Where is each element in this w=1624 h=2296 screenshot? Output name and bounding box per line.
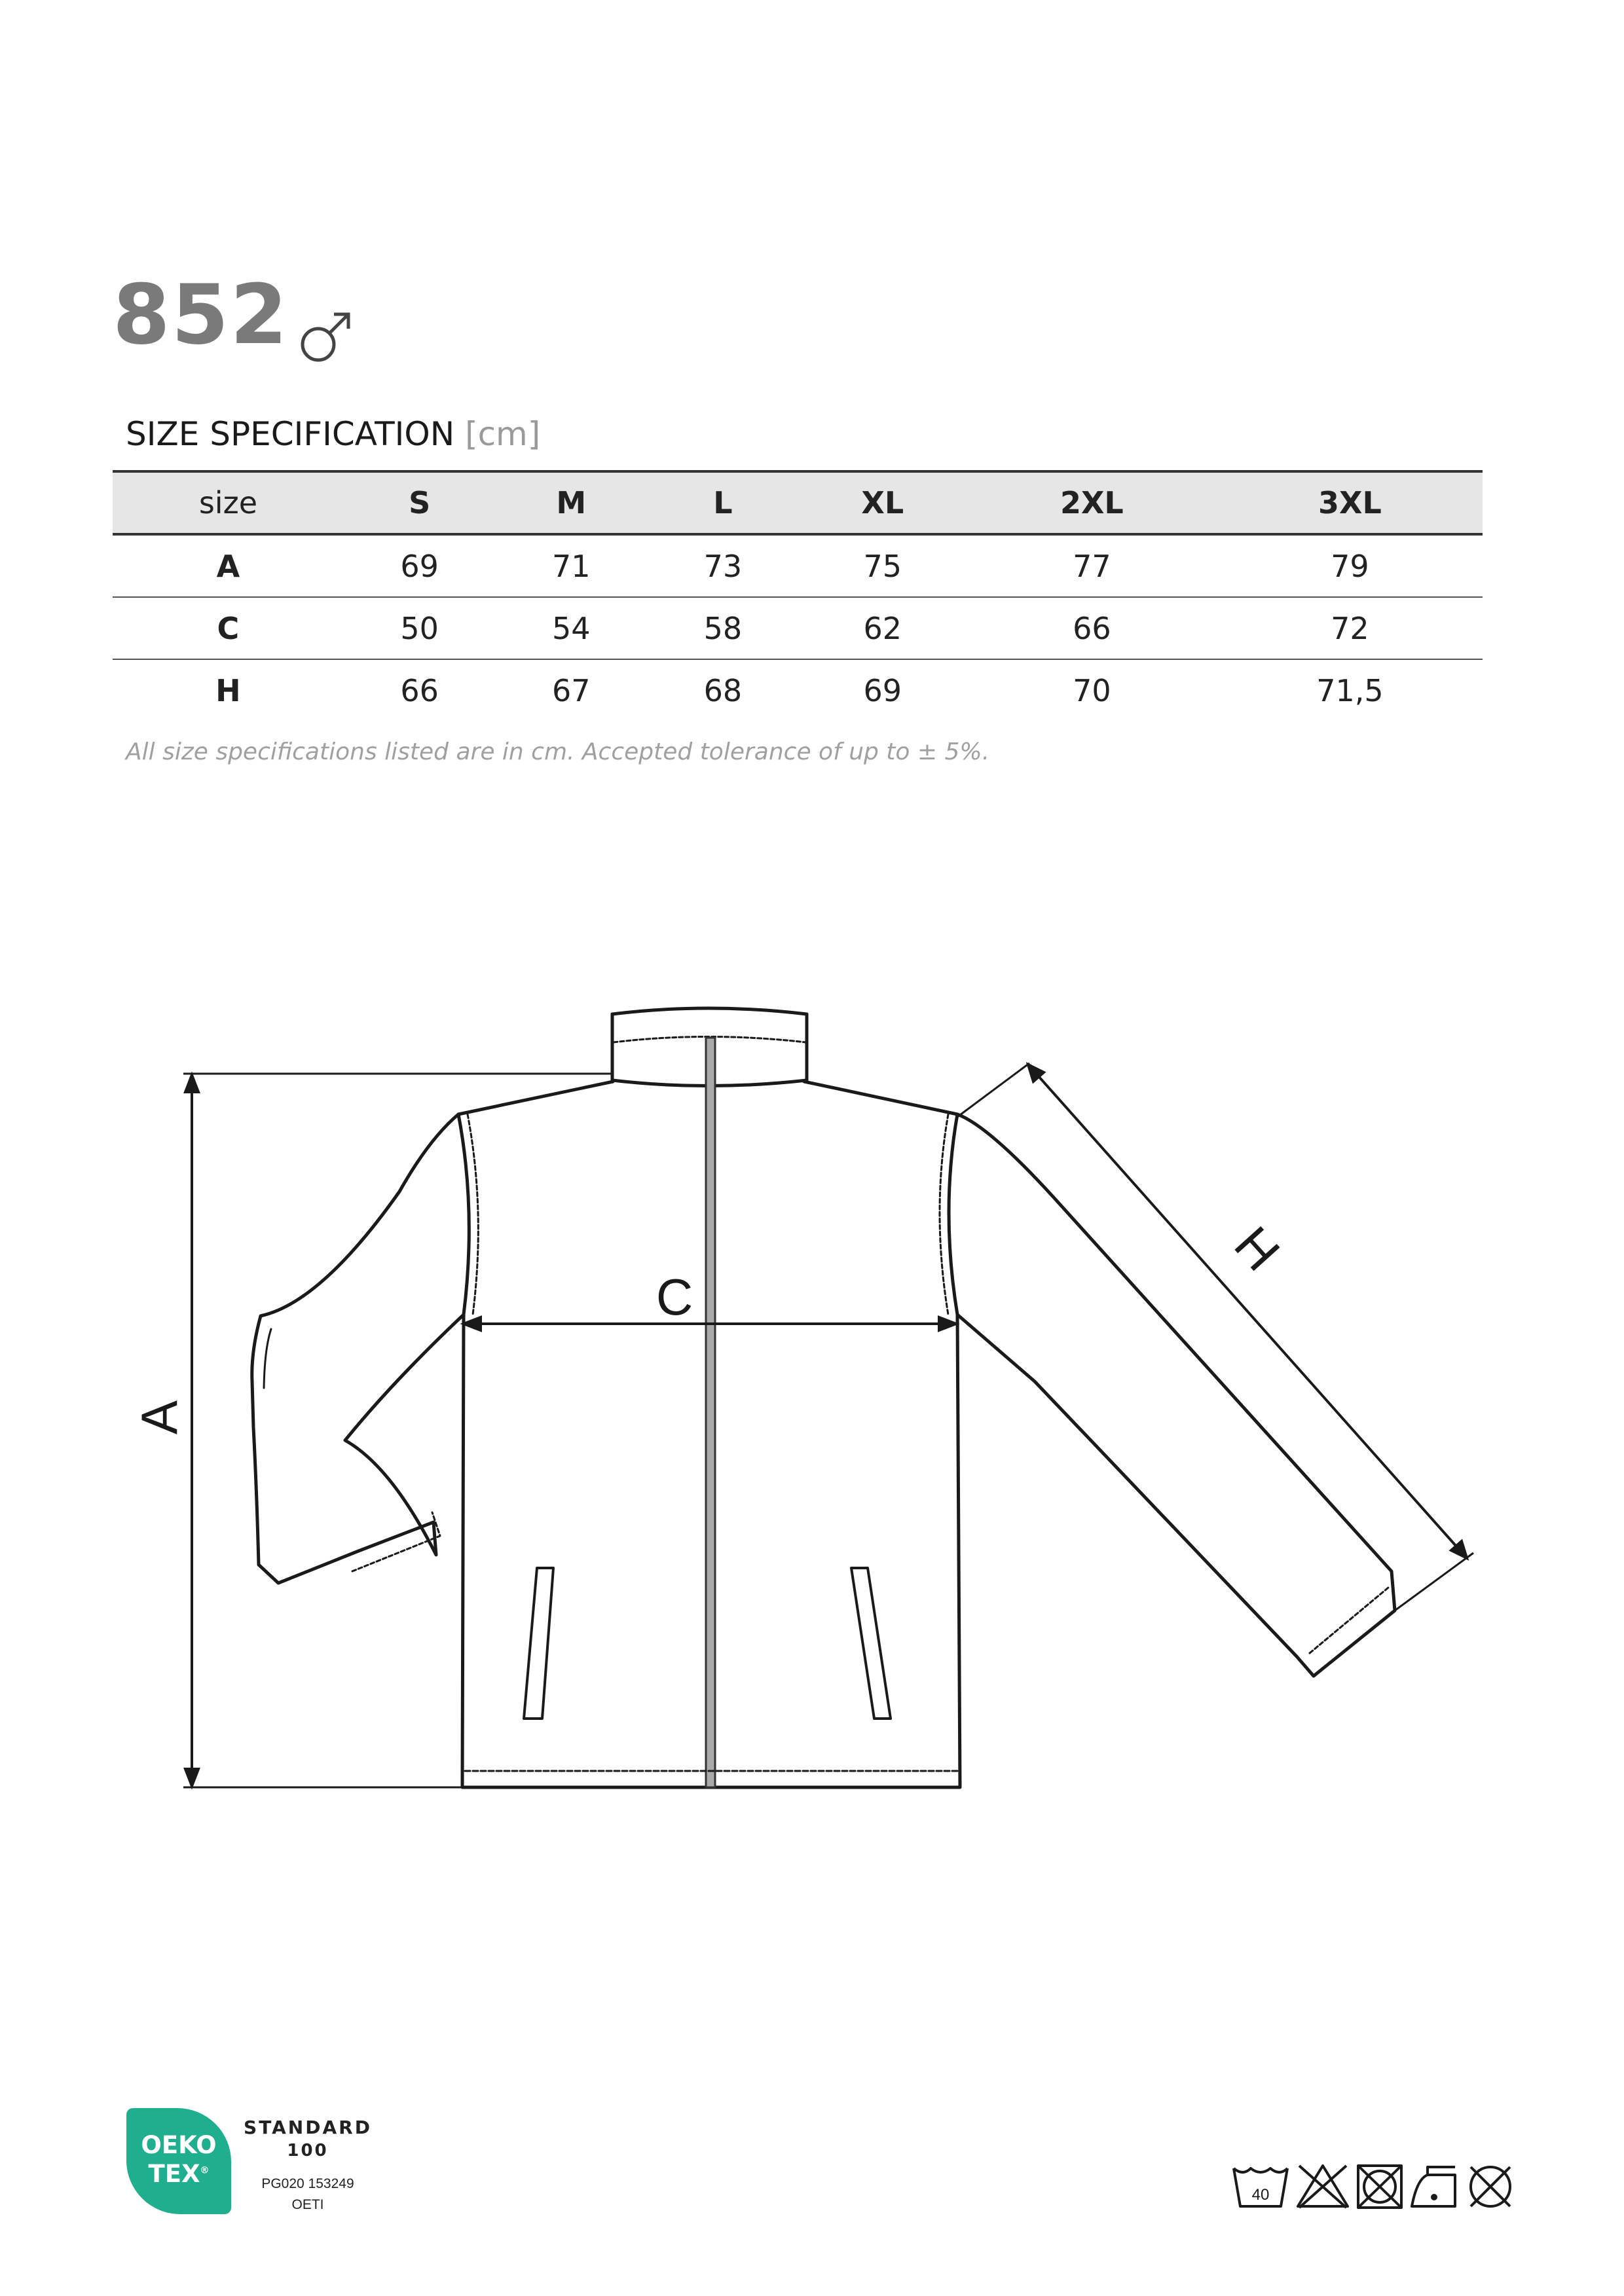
table-cell: 68 xyxy=(703,672,743,708)
table-row xyxy=(113,597,1483,659)
row-label: C xyxy=(113,597,344,659)
table-cell: 54 xyxy=(495,597,647,659)
size-table-header-row xyxy=(113,471,1483,534)
label-h: H xyxy=(1223,1215,1291,1282)
oeko-tex-line2-text: TEX xyxy=(148,2160,200,2188)
wash-temp: 40 xyxy=(1251,2186,1270,2204)
size-spec-unit: [cm] xyxy=(465,415,541,453)
row-label: H xyxy=(215,672,241,708)
table-cell: 71 xyxy=(495,534,647,597)
table-cell: 58 xyxy=(647,597,799,659)
header-cell: S xyxy=(344,471,496,534)
standard-number: 100 xyxy=(287,2141,329,2160)
size-spec-title xyxy=(126,415,541,453)
table-row xyxy=(113,534,1483,597)
no-bleach-icon xyxy=(1298,2166,1348,2208)
table-row xyxy=(113,659,1483,721)
male-symbol-icon xyxy=(296,308,355,367)
label-a: A xyxy=(130,1400,188,1435)
table-cell: 67 xyxy=(551,672,591,708)
jacket-diagram xyxy=(0,969,1624,1820)
oeko-tex-line2 xyxy=(126,2162,231,2186)
standard-label: STANDARD xyxy=(244,2117,372,2138)
no-tumble-dry-icon xyxy=(1358,2166,1401,2208)
table-cell: 75 xyxy=(799,534,967,597)
wash-40-icon xyxy=(1234,2168,1287,2206)
registered-mark: ® xyxy=(200,2165,210,2176)
care-symbols xyxy=(1231,2160,1532,2213)
table-cell: 66 xyxy=(967,597,1217,659)
header-cell: 3XL xyxy=(1217,471,1483,534)
row-label: A xyxy=(113,534,344,597)
table-cell: 77 xyxy=(967,534,1217,597)
table-cell: 79 xyxy=(1217,534,1483,597)
size-table xyxy=(113,470,1483,721)
table-cell: 70 xyxy=(1073,672,1111,708)
model-number: 852 xyxy=(113,266,289,363)
header-cell: M xyxy=(495,471,647,534)
header-cell: size xyxy=(113,471,344,534)
size-spec-title-text: SIZE SPECIFICATION xyxy=(126,415,455,453)
table-cell: 72 xyxy=(1217,597,1483,659)
tolerance-note: All size specifications listed are in cm. Accepted tolerance of up to ± 5%. xyxy=(126,738,990,765)
header-cell: L xyxy=(647,471,799,534)
certificate-org: OETI xyxy=(291,2197,324,2212)
table-cell: 69 xyxy=(344,534,496,597)
certificate-id: PG020 153249 xyxy=(261,2176,354,2191)
header-cell: XL xyxy=(799,471,967,534)
table-cell: 71,5 xyxy=(1316,672,1384,708)
iron-low-icon xyxy=(1412,2167,1455,2206)
oeko-tex-line1: OEKO xyxy=(141,2131,217,2159)
label-c: C xyxy=(655,1268,693,1326)
table-cell: 50 xyxy=(344,597,496,659)
table-cell: 73 xyxy=(647,534,799,597)
no-dry-clean-icon xyxy=(1471,2167,1510,2206)
table-cell: 62 xyxy=(799,597,967,659)
table-cell: 69 xyxy=(863,672,902,708)
jacket-outline xyxy=(252,1008,1395,1787)
table-cell: 66 xyxy=(400,672,439,708)
measurement-lines xyxy=(183,1063,1473,1787)
header-cell: 2XL xyxy=(967,471,1217,534)
